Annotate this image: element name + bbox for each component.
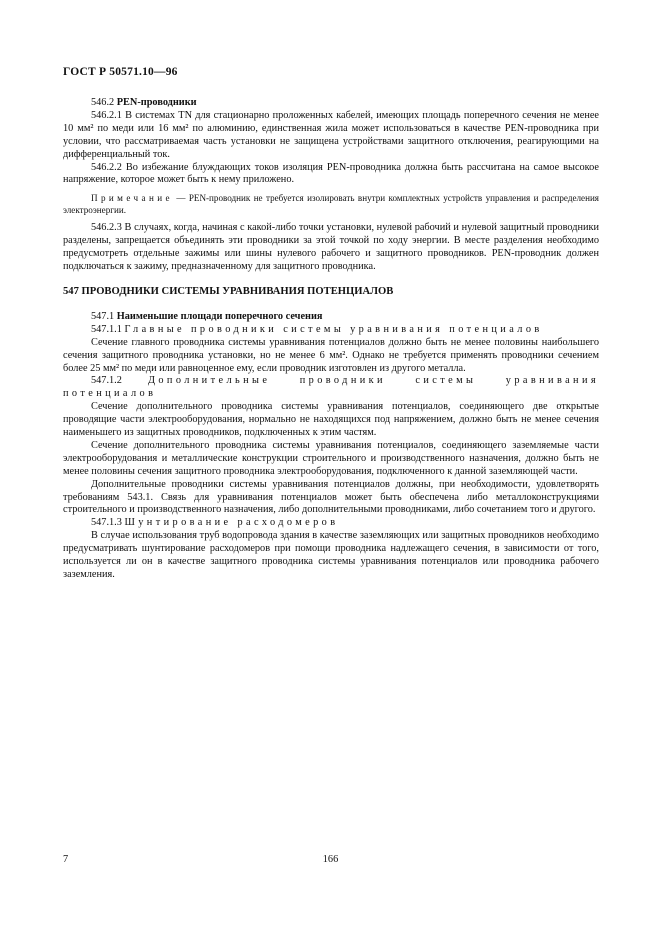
item-title: Шунтирование расходомеров: [124, 517, 339, 529]
item-number: 547.1.1: [91, 323, 122, 335]
note: [63, 193, 599, 216]
item-547-1-1-heading: [63, 324, 599, 337]
note-text: — PEN-проводник не требуется изолировать внутри комплектных устройств управления и распределения электроэнергии.: [63, 193, 599, 215]
page-number: 166: [322, 854, 339, 865]
paragraph-547-1-1: Сечение главного проводника системы уравнивания потенциалов должно быть не менее половины наибольшего сечения защитного проводника установки, но не менее 6 мм². Однако не требуется применять проводники сечением более 25 мм² по меди или равноценное ему, если проводник изготовлен из другого металла.: [63, 336, 599, 374]
paragraph-547-1-3: В случае использования труб водопровода здания в качестве заземляющих или защитных проводников необходимо предусматривать шунтирование расходомеров при помощи проводника надлежащего сечения, в зависимости от того, используется ли он в качестве защитного проводника системы уравнивания потенциалов или проводника рабочего заземления.: [63, 530, 599, 580]
note-label: Примечание: [91, 193, 173, 204]
item-547-1-2-heading: [63, 375, 599, 401]
paragraph-546-2-3: 546.2.3 В случаях, когда, начиная с какой-либо точки установки, нулевой рабочий и нулевой защитный проводники разделены, запрещается объединять эти проводники за этой точкой по ходу энергии. В месте разделения необходимо предусмотреть отдельные зажимы или шины нулевого рабочего и защитного проводников. PEN-проводник должен подключаться к зажиму, предназначенному для защитного проводника.: [63, 222, 599, 273]
paragraph-546-2-2: 546.2.2 Во избежание блуждающих токов изоляция PEN-проводника должна быть рассчитана на самое высокое напряжение, которое может быть к нему приложено.: [63, 161, 599, 186]
subsection-number: 546.2: [91, 97, 115, 108]
footer-left-number: 7: [63, 854, 69, 865]
subsection-title: PEN-проводники: [116, 97, 197, 108]
subsection-547-1-heading: [63, 311, 599, 324]
document-header: ГОСТ Р 50571.10—96: [63, 66, 178, 78]
paragraph-547-1-2-a: Сечение дополнительного проводника системы уравнивания потенциалов, соединяющего две открытые проводящие части электрооборудования, нормально не находящихся под напряжением, должно быть не менее сечения наименьшего из защитных проводников, подключенных к этим частям.: [63, 401, 599, 439]
item-number: 547.1.2: [91, 375, 122, 387]
document-body: [63, 97, 599, 582]
paragraph-546-2-1: 546.2.1 В системах TN для стационарно проложенных кабелей, имеющих площадь поперечного сечения не менее 10 мм² по меди или 16 мм² по алюминию, единственная жила может использоваться в качестве PEN-проводника при условии, что рассматриваемая часть установки не защищена устройствами защитного отключения, реагирующими на дифференциальный ток.: [63, 109, 599, 160]
subsection-title: Наименьшие площади поперечного сечения: [116, 310, 323, 322]
paragraph-547-1-2-c: Дополнительные проводники системы уравнивания потенциалов должны, при необходимости, удовлетворять требованиям 543.1. Связь для уравнивания потенциалов может быть обеспечена либо металлоконструкциями строительного и производственного назначения, либо дополнительными проводниками, либо сочетанием того и другого.: [63, 478, 599, 516]
subsection-number: 547.1: [91, 310, 115, 322]
paragraph-547-1-2-b: Сечение дополнительного проводника системы уравнивания потенциалов, соединяющего заземляемые части электрооборудования и металлические конструкции строительного и производственного назначения, должно быть не менее половины сечения защитного проводника электрооборудования, подключенного к данной заземляющей части.: [63, 439, 599, 477]
item-title: Главные проводники системы уравнивания потенциалов: [124, 323, 543, 335]
section-547-heading: 547 ПРОВОДНИКИ СИСТЕМЫ УРАВНИВАНИЯ ПОТЕНЦИАЛОВ: [63, 285, 394, 297]
subsection-546-2-heading: [63, 97, 599, 110]
item-547-1-3-heading: [63, 517, 599, 530]
item-number: 547.1.3: [91, 517, 122, 529]
item-title: Дополнительные проводники системы уравнивания потенциалов: [63, 375, 599, 400]
